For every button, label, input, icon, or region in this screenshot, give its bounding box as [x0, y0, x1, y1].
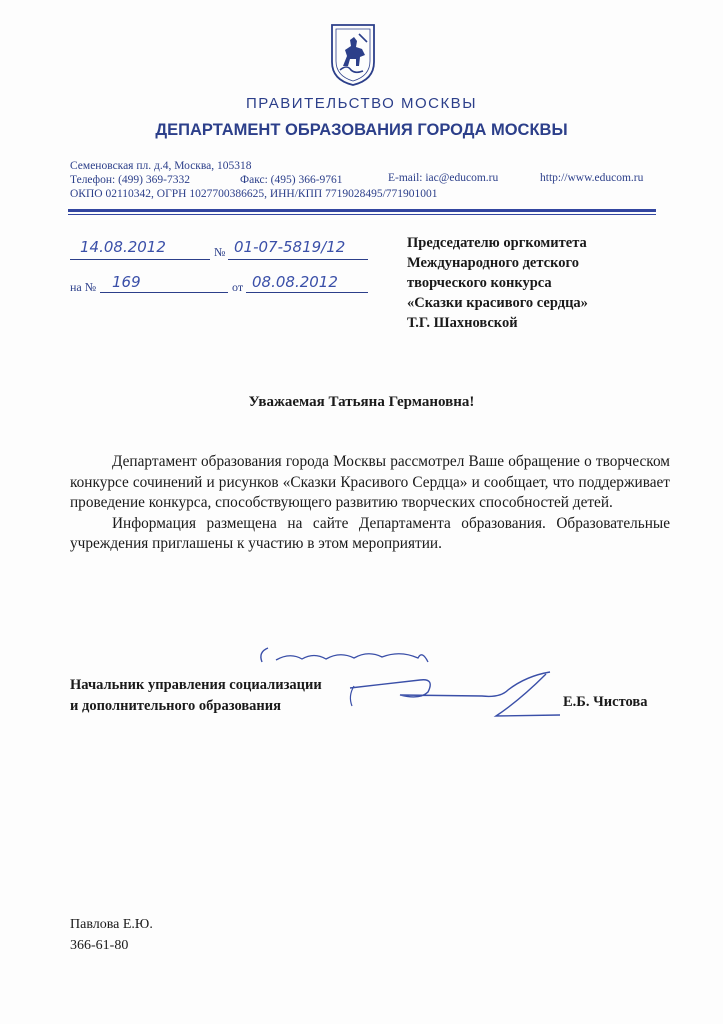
body-paragraph: Информация размещена на сайте Департамента образования. Образовательные учреждения приглашены к участию в этом мероприятии.	[70, 514, 670, 552]
reference-number-label: на №	[70, 280, 97, 294]
reference-number-underline	[100, 292, 228, 293]
recipient-line: Международного детского	[407, 255, 579, 271]
department-title: ДЕПАРТАМЕНТ ОБРАЗОВАНИЯ ГОРОДА МОСКВЫ	[155, 121, 568, 139]
header-divider-thin	[68, 214, 656, 215]
moscow-coat-of-arms-icon	[329, 22, 377, 88]
number-underline	[228, 259, 368, 260]
outgoing-number: 01-07-5819/12	[234, 238, 346, 256]
executor-phone: 366-61-80	[70, 938, 129, 953]
fax-text: Факс: (495) 366-9761	[240, 174, 343, 186]
executor-block	[70, 914, 153, 956]
header-divider-thick	[68, 209, 656, 212]
recipient-line: Председателю оргкомитета	[407, 235, 587, 251]
number-label: №	[214, 245, 226, 259]
address-line: Семеновская пл. д.4, Москва, 105318	[70, 160, 252, 172]
salutation: Уважаемая Татьяна Германовна!	[248, 394, 475, 410]
phone-text: Телефон: (499) 369-7332	[70, 174, 190, 186]
reference-date-label: от	[232, 280, 244, 294]
signatory-title-line: и дополнительного образования	[70, 698, 281, 714]
recipient-line: творческого конкурса	[407, 275, 552, 291]
recipient-block	[407, 233, 588, 333]
reference-number: 169	[112, 273, 141, 291]
signatory-title	[70, 675, 322, 717]
signatory-name: Е.Б. Чистова	[563, 694, 648, 710]
recipient-line: «Сказки красивого сердца»	[407, 295, 588, 311]
executor-name: Павлова Е.Ю.	[70, 917, 153, 932]
body-paragraph: Департамент образования города Москвы рассмотрел Ваше обращение о творческом конкурсе сочинений и рисунков «Сказки Красивого Сердца» и сообщает, что поддерживает проведение конкурса, способствующего развитию творческих способностей детей.	[70, 453, 670, 511]
signatory-title-line: Начальник управления социализации	[70, 677, 322, 693]
website-link[interactable]: http://www.educom.ru	[540, 172, 644, 184]
letter-body	[70, 452, 670, 555]
outgoing-date: 14.08.2012	[80, 238, 166, 256]
email-text: E-mail: iac@educom.ru	[388, 172, 499, 184]
date-underline	[70, 259, 210, 260]
government-title: ПРАВИТЕЛЬСТВО МОСКВЫ	[246, 95, 477, 112]
recipient-line: Т.Г. Шахновской	[407, 315, 518, 331]
reference-date: 08.08.2012	[252, 273, 338, 291]
registration-codes: ОКПО 02110342, ОГРН 1027700386625, ИНН/КПП 7719028495/771901001	[70, 188, 438, 200]
reference-date-underline	[246, 292, 368, 293]
